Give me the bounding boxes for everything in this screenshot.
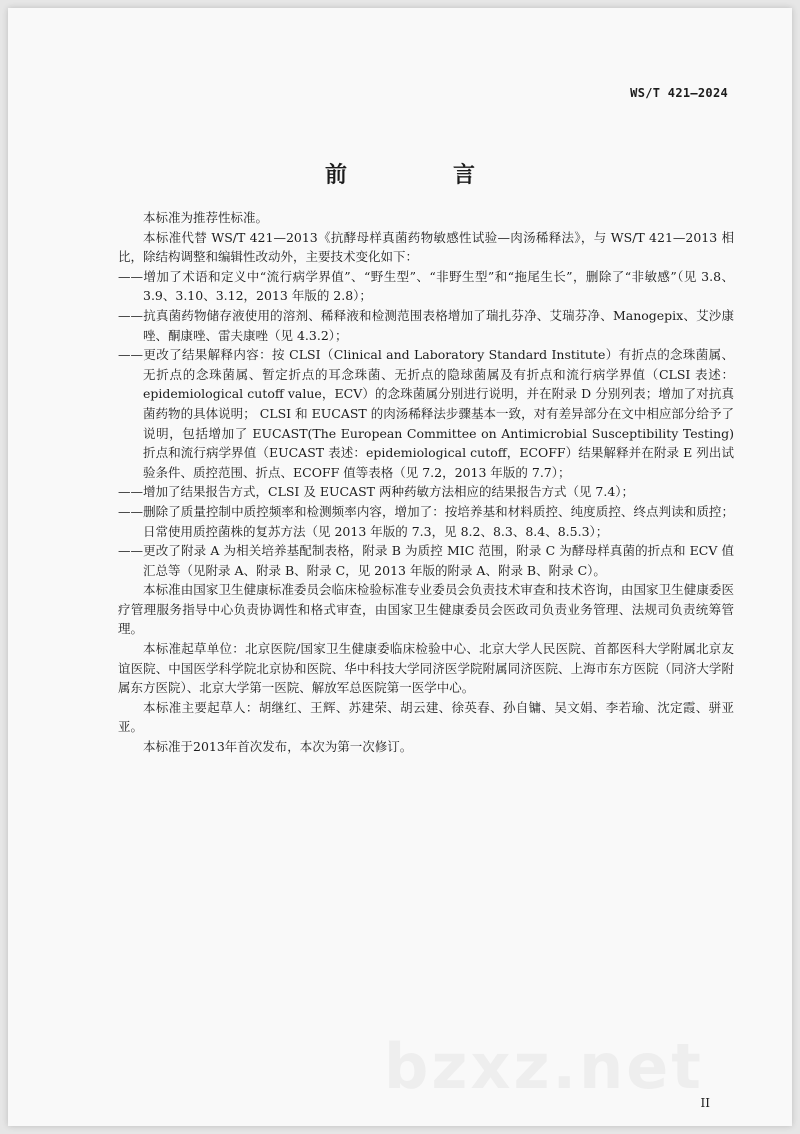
paragraph-drafters: 本标准主要起草人：胡继红、王辉、苏建荣、胡云建、徐英春、孙自镛、吴文娟、李若瑜、沈定霞、骈亚亚。 <box>118 699 734 735</box>
paragraph-recommended: 本标准为推荐性标准。 <box>143 210 269 225</box>
change-item: ——更改了结果解释内容：按 CLSI（Clinical and Laboratory Standard Institute）有折点的念珠菌属、无折点的念珠菌属、暂定折点的耳念珠菌、无折点的隐球菌属及有折点和流行病学界值（CLSI 表述：epidemiological cutoff value，ECV）的念珠菌属分别进行说明，并在附录 D 分别列表；增加了对抗真菌药物的具体说明； CLSI 和 EUCAST 的肉汤稀释法步骤基本一致，对有差异部分在文中相应部分给予了说明，包括增加了 EUCAST(The European Committee on Antimicrobial Susceptibility Testing) 折点和流行病学界值（EUCAST 表述：epidemiological cutoff，ECOFF）结果解释并在附录 E 列出试验条件、质控范围、折点、ECOFF 值等表格（见 7.2，2013 年版的 7.7）； <box>118 347 734 480</box>
change-item: ——增加了结果报告方式，CLSI 及 EUCAST 两种药敏方法相应的结果报告方式（见 7.4）； <box>118 484 635 500</box>
change-item: ——抗真菌药物储存液使用的溶剂、稀释液和检测范围表格增加了瑞扎芬净、艾瑞芬净、Manogepix、艾沙康唑、酮康唑、雷夫康唑（见 4.3.2）； <box>118 307 734 343</box>
paragraph-drafting-units: 本标准起草单位：北京医院/国家卫生健康委临床检验中心、北京大学人民医院、首都医科大学附属北京友谊医院、中国医学科学院北京协和医院、华中科技大学同济医学院附属同济医院、上海市东方医院（同济大学附属东方医院）、北京大学第一医院、解放军总医院第一医学中心。 <box>118 641 734 696</box>
paragraph-history: 本标准于2013年首次发布，本次为第一次修订。 <box>143 739 413 755</box>
standard-code: WS/T 421—2024 <box>630 86 728 100</box>
paragraph-replaces: 本标准代替 WS/T 421—2013《抗酵母样真菌药物敏感性试验—肉汤稀释法》，与 WS/T 421—2013 相比，除结构调整和编辑性改动外，主要技术变化如下： <box>118 229 734 265</box>
change-item: ——删除了质量控制中质控频率和检测频率内容，增加了：按培养基和材料质控、纯度质控、终点判读和质控；日常使用质控菌株的复苏方法（见 2013 年版的 7.3，见 8.2、8.3、8.4、8.5.3）； <box>118 503 734 539</box>
foreword-body <box>118 208 734 757</box>
document-page <box>8 8 792 1126</box>
page-title: 前 言 <box>324 163 517 188</box>
watermark: bzxz.net <box>384 1030 704 1103</box>
change-item: ——更改了附录 A 为相关培养基配制表格，附录 B 为质控 MIC 范围，附录 C 为酵母样真菌的折点和 ECV 值汇总等（见附录 A、附录 B、附录 C，见 2013 年版的附录 A、附录 B、附录 C）。 <box>118 543 734 578</box>
page-number: II <box>700 1096 710 1110</box>
change-item: ——增加了术语和定义中“流行病学界值”、“野生型”、“非野生型”和“拖尾生长”，删除了“非敏感”（见 3.8、3.9、3.10、3.12，2013 年版的 2.8）； <box>118 268 734 304</box>
paragraph-proposer: 本标准由国家卫生健康标准委员会临床检验标准专业委员会负责技术审查和技术咨询，由国家卫生健康委医疗管理服务指导中心负责协调性和格式审查，由国家卫生健康委员会医政司负责业务管理、法规司负责统筹管理。 <box>118 582 734 637</box>
